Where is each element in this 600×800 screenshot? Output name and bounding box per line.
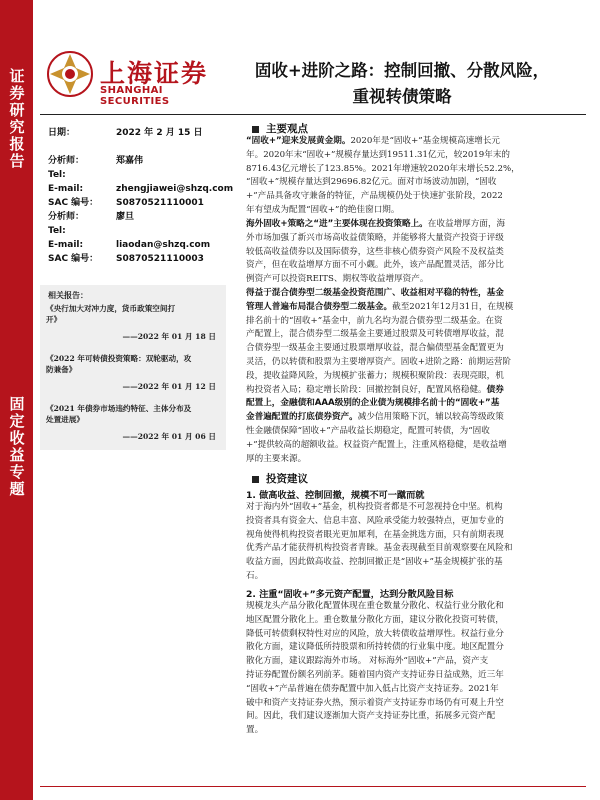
report-type-label: 证券研究报告: [9, 67, 25, 170]
company-logo: [46, 50, 216, 107]
section2-subheading-2: 2. 注重“固收+”多元资产配置，达到分散风险目标: [246, 589, 454, 600]
section1-heading: 主要观点: [266, 123, 308, 135]
analyst1-name: 郑嘉伟: [116, 156, 144, 166]
section2-subheading-1: 1. 做高收益、控制回撤，规模不可一蹴而就: [246, 490, 425, 501]
analyst1-email[interactable]: zhengjiawei@shzq.com: [116, 184, 234, 194]
section-bullet-icon: [252, 126, 259, 133]
sidebar: [0, 0, 33, 800]
logo-name-cn: 上海证券: [100, 59, 209, 88]
related-report-2-date: ——2022 年 01 月 12 日: [122, 382, 216, 391]
related-reports: [40, 285, 226, 450]
analyst2-name: 廖旦: [116, 212, 135, 222]
section-bullet-icon: [252, 476, 259, 483]
section1-paragraph-1: “固收+”迎来发展黄金期。2020年是“固收+”基金规模高速增长元 年。2020年末“固收+”规模存量达到19511.31亿元，较2019年末的 8716.43亿元增长了123.85%。2021年增速较2020年末增长52.2%， “固收+”规模存量达到29696.82亿元。面对市场波动加剧，“固收 +”产品具备攻守兼备的特征，产品规模仍处于快速扩张阶段，2022 年有望成为配置“固收+”的绝佳窗口期。: [246, 136, 520, 215]
title-line-2: 重视转债策略: [352, 87, 452, 106]
logo-name-en: SHANGHAI SECURITIES: [100, 85, 170, 107]
section2-paragraph-2: 规模龙头产品分散化配置体现在重仓数量分散化、权益行业分散化和 地区配置分散化上。重仓数量分散化方面，建议分散化投资可转债， 降低可转债剩权特性对应的风险，放大转债收益增厚性。权益行业分 散化方面，建议降低所持股票和所持转债的行业集中度。地区配置分 散化方面，建议跟踪海外市场。 对标海外“固收+”产品，资产支 持证券配置份额名列前茅。随着国内资产支持证券日益成熟，近三年 “固收+”产品普遍在债券配置中加入低占比资产支持证券。2021年 破中和资产支持证券火热，预示着资产支持证券市场仍有可观上升空 间。因此，我们建议逐渐加大资产支持证券比重，拓展多元资产配 置。: [246, 601, 504, 736]
header-divider: [40, 114, 586, 115]
report-title: [222, 58, 582, 110]
related-report-3-date: ——2022 年 01 月 06 日: [122, 432, 216, 441]
title-line-1: 固收+进阶之路：控制回撤、分散风险，: [254, 61, 550, 80]
related-report-1[interactable]: 《央行加大对冲力度，货币政策空间打 开》: [46, 304, 176, 324]
related-reports-title: 相关报告：: [48, 291, 88, 300]
analyst1-sac: S0870521110001: [116, 198, 204, 208]
section1-paragraph-2: 海外固收+策略之“进”主要体现在投资策略上。在收益增厚方面，海 外市场加强了新兴市场高收益债策略，并能够将大量资产投资于评级 较低高收益债券以及国际债券，这些非核心债券资产风险不及权益类 资产，但在收益增厚方面不可小觑。此外，该产品配置灵活，部分比 例资产可以投资REITS、期权等收益增厚资产。: [246, 219, 506, 285]
related-report-3[interactable]: 《2021 年债券市场违约特征、主体分布及 处置进展》: [46, 404, 192, 424]
report-date: 2022 年 2 月 15 日: [116, 128, 203, 138]
sidebar-bottom-band: [0, 288, 33, 800]
section2-heading: 投资建议: [266, 473, 308, 485]
logo-emblem-icon: [46, 50, 94, 98]
analyst2-sac: S0870521110003: [116, 254, 204, 264]
section1-paragraph-3: 得益于混合债券型二级基金投资范围广、收益相对平稳的特性，基金 管理人普遍布局混合债券型二级基金。截至2021年12月31日，在规模 排名前十的“固收+”基金中，前九名均为混合债券型二级基金。在资 产配置上，混合债券型二级基金主要通过股票及可转债增厚收益，混 合债券型一级基金主要通过股票增厚收益，混合偏债型基金配置更为 灵活，仍以转债和股票为主要增厚资产。固收+进阶之路：前期运营阶 段，提收益降风险，为规模扩张蓄力；规模积聚阶段：表现亮眼，机 构投资者入局；稳定增长阶段：回撤控制良好，配置风格稳健。债券 配置上，金融债和AAA级别的企业债为规模排名前十的“固收+”基 金普遍配置的打底债券资产。减少信用策略下沉，辅以较高等级政策 性金融债保障“固收+”产品收益长期稳定，配置可转债，为“固收 +”提供较高的超额收益。权益资产配置上，注重风格稳健，是收益增 厚的主要来源。: [246, 288, 514, 464]
sidebar-top-band: [0, 0, 33, 288]
analyst2-email[interactable]: liaodan@shzq.com: [116, 240, 211, 250]
related-report-1-date: ——2022 年 01 月 18 日: [122, 332, 216, 341]
footer-divider: [40, 786, 586, 787]
related-report-2[interactable]: 《2022 年可转债投资策略：双轮驱动，攻 防兼备》: [46, 354, 192, 374]
section2-paragraph-1: 对于海内外“固收+”基金，机构投资者都是不可忽视持仓中坚。机构 投资者具有资金大、信息丰富、风险承受能力较强特点，更加专业的 视角使得机构投资者眼光更加犀利，在基金挑选方面，只有前期表现 优秀产品才能获得机构投资者青睐。基金表现截至目前观察要在风险和 收益方面，因此做高收益、控制回撤正是“固收+”基金规模扩张的基 石。: [246, 502, 513, 581]
report-category-label: 固定收益专题: [9, 395, 25, 498]
